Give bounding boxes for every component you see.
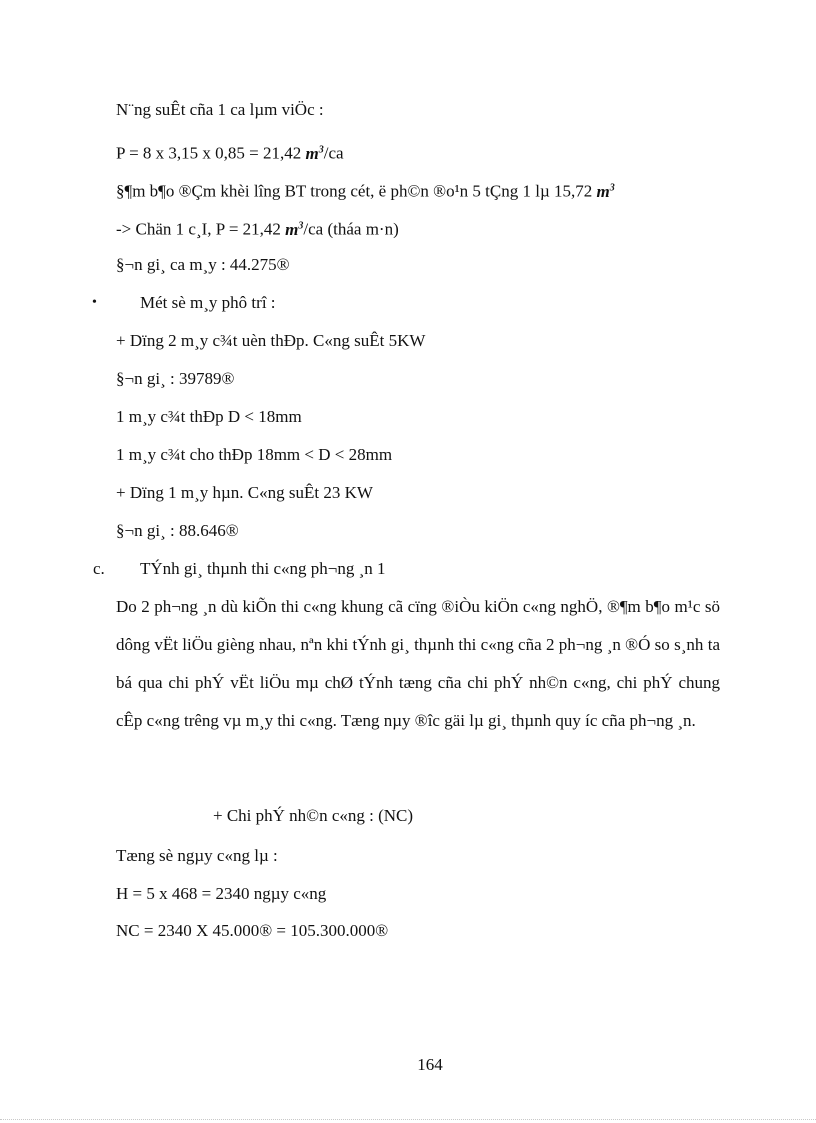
line-cutting-machines: + Dïng 2 m¸y c¾t uèn thÐp. C«ng suÊt 5KW [116,331,426,350]
line-welding-machine: + Dïng 1 m¸y hµn. C«ng suÊt 23 KW [116,483,373,502]
selection-text: -> Chän 1 c¸I, P = 21,42 [116,219,286,239]
unit-cubic-meter: $m^3$ [596,181,615,201]
line-total-workdays: Tæng sè ngµy c«ng lµ : [116,846,278,865]
line-workdays-formula: H = 5 x 468 = 2340 ngµy c«ng [116,884,327,903]
unit-cubic-meter: $m^3$ [305,143,324,163]
line-selection [116,216,399,240]
line-cutter-large: 1 m¸y c¾t cho thÐp 18mm < D < 28mm [116,445,393,464]
volume-text: §¶m b¶o ®Çm khèi lîng BT trong cét, ë ph©n ®o¹n 5 tÇng 1 lµ 15,72 [116,181,597,201]
line-productivity-heading: N¨ng suÊt cña 1 ca lµm viÖc : [116,100,324,119]
unit-cubic-meter: $m^3$ [285,219,304,239]
line-labor-cost-formula: NC = 2340 X 45.000® = 105.300.000® [116,921,389,940]
line-cutting-price: §¬n gi¸ : 39789® [116,369,235,388]
bullet-icon: • [92,295,97,310]
formula-suffix: /ca [323,143,344,163]
line-shift-price: §¬n gi¸ ca m¸y : 44.275® [116,255,290,274]
paragraph-cost-comparison: Do 2 ph¬ng ¸n dù kiÕn thi c«ng khung cã cïng ®iÒu kiÖn c«ng nghÖ, ®¶m b¶o m¹c sö dông vËt liÖu gièng nhau, nªn khi tÝnh gi¸ thµnh thi c«ng cña 2 ph¬ng ¸n ®Ó so s¸nh ta bá qua chi phÝ vËt liÖu mµ chØ tÝnh tæng cña chi phÝ nh©n c«ng, chi phÝ chung cÊp c«ng trêng vµ m¸y thi c«ng. Tæng nµy ®îc gäi lµ gi¸ thµnh quy íc cña ph¬ng ¸n. [116,597,720,730]
section-label: c. [93,559,105,578]
page-bottom-divider [0,1119,816,1120]
line-productivity-formula [116,140,344,164]
line-labor-cost-heading: + Chi phÝ nh©n c«ng : (NC) [213,806,414,825]
line-welding-price: §¬n gi¸ : 88.646® [116,521,239,540]
selection-suffix: /ca (tháa m·n) [303,219,399,239]
line-auxiliary-machines: Mét sè m¸y phô trî : [140,293,276,312]
line-cutter-small: 1 m¸y c¾t thÐp D < 18mm [116,407,302,426]
line-volume-requirement [116,178,615,202]
formula-text: P = 8 x 3,15 x 0,85 = 21,42 [116,143,306,163]
page-number: 164 [417,1055,443,1074]
section-heading: TÝnh gi¸ thµnh thi c«ng ph¬ng ¸n 1 [140,559,386,578]
